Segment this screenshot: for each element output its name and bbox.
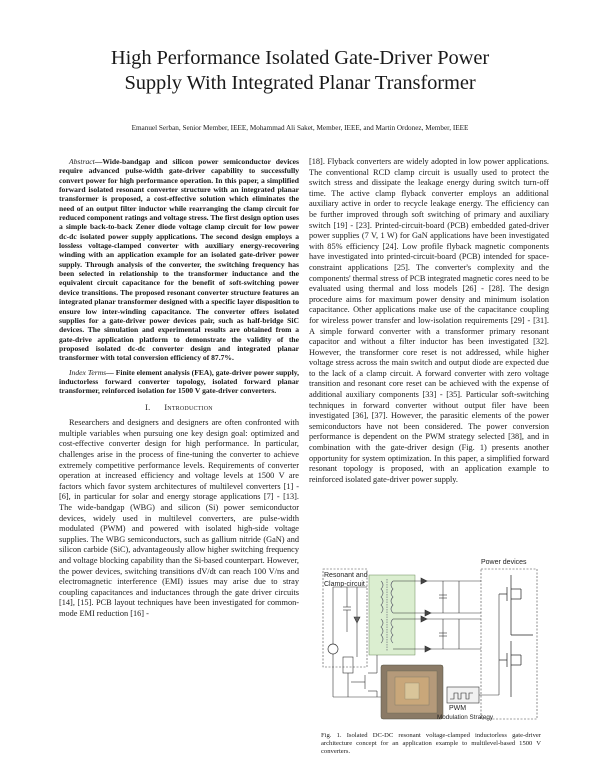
title-line-1: High Performance Isolated Gate-Driver Power — [110, 47, 490, 69]
index-terms — [59, 368, 299, 396]
label-modulation-strategy: Modulation Strategy — [437, 714, 494, 721]
dc-source-icon — [328, 644, 338, 654]
power-devices-block — [481, 569, 537, 719]
abstract — [59, 157, 299, 363]
section-title: Introduction — [164, 402, 213, 412]
figure-1 — [321, 557, 539, 729]
index-terms-head: Index Terms — [69, 367, 107, 377]
label-resonant: Resonant and — [324, 572, 368, 579]
left-column — [59, 157, 299, 619]
section-heading-introduction — [59, 403, 299, 414]
primary-switch — [351, 655, 377, 697]
section-number: I. — [145, 402, 151, 412]
title-line-2: Supply With Integrated Planar Transformer — [124, 72, 476, 94]
intro-paragraph-right: [18]. Flyback converters are widely adopted in low power applications. The conventional RCD clamp circuit is usually used to protect the switch stress and dissipate the leakage energy during switch turn-off time. The active clamp flyback converter employs an additional auxiliary active in order to recycle leakage energy. The efficiency can be further improved through soft switching of primary and auxiliary switch [19] - [23]. Printed-circuit-board (PCB) embedded gated-driver power supplies (7 V, 1 W) for GaN applications have been investigated with 85% efficiency [24]. Low profile flyback magnetic components have investigated into printed-circuit-board (PCB) intended for space-constraint applications [25]. The converter's complexity and the components' thermal stress of PCB integrated magnetic cores need to be evaluated using thermal and loss models [26] - [28]. The design procedure aims for maximum power density and minimum isolation capacitance. Other applications make use of the capacitance coupling for wireless power transfer and low-isolation requirements [29] - [31]. A simple forward converter with a transformer primary resonant capacitor and without a filter inductor has been investigated [32]. However, the transformer core reset is not addressed, while higher voltage stress across the main switch and output diode are expected due to the lack of a clamp circuit. A forward converter with zero voltage transition and resonant core reset can be achieved with the expense of additional auxiliary components [33] - [35]. Particular soft-switching techniques in forward converter without output filer have been investigated [36], [37]. However, the parasitic elements of the power semiconductors have not been considered. The power conversion performance is dependent on the PWM strategy selected [38], and in combination with the gate-driver design (Fig. 1) presents another opportunity for system optimization. In this paper, a simplified forward resonant topology is proposed, with an application example to reinforced isolated gate-driver power supply. — [309, 157, 549, 484]
intro-paragraph-left: Researchers and designers and designers are often confronted with multiple variables when pursuing one key design goal: optimized and cost-effective converter design for high performance. In particular, challenges arise in the process of fine-tuning the converter to achieve extremely competitive performance levels. Requirements of converter operation at increased efficiency and voltage levels at 1500 V are factors which favor system architectures of multilevel converters [1] - [6], in particular for solar and energy storage applications [7] - [13]. The wide-bandgap (WBG) and silicon (Si) power semiconductor devices, widely used in multilevel converters, are pulse-width modulated (PWM) and powered with isolated high-side voltage supplies. The WBG semiconductors, such as gallium nitride (GaN) and silicon carbide (SiC), advantageously allow higher switching frequency and voltage blocking capability than the Si-based counterpart. However, the power devices, switching transitions dV/dt can reach 100 V/ns and electromagnetic interference (EMI) issues may arise due to stray coupling capacitances and inductances through the gate driver circuits [14], [15]. PCB layout techniques have been investigated for common-mode EMI reduction [16] - — [59, 418, 299, 618]
abstract-text: —Wide-bandgap and silicon power semiconductor devices require advanced pulse-width gate-driver capability to successfully convert power for high performance operation. In this paper, a simplified forward isolated resonant converter structure with an integrated planar transformer is proposed, a cost-effective solution which eliminates the need of an output filter inductor while rearranging the clamp circuit for reduced component ratings and voltage stress. The first design option uses a simple back-to-back Zener diode voltage clamp circuit for low power dc-dc isolated power supply applications. The second design employs a lossless voltage-clamped converter with auxiliary energy-recovering winding with an application example for an isolated gate-driver power supply. Through analysis of the converter, the switching frequency has been selected in relationship to the transformer inductance and the equivalent circuit capacitance for the benefit of soft-switching power device transitions. The proposed resonant converter structure features an integrated planar transformer designed with a specific layer disposition to ensure low inter-winding capacitance. The converter offers isolated supplies for a gate-driver power devices pair, such as half-bridge SiC devices. The simulation and experimental results are obtained from a gate-drive application platform to demonstrate the validity of the proposed isolated dc-dc converter design and integrated planar transformer with total conversion efficiency of 87.7%. — [59, 157, 299, 363]
pwm-block — [447, 687, 479, 703]
label-pwm: PWM — [449, 705, 467, 712]
mosfet-icons — [499, 575, 533, 697]
abstract-head: Abstract — [69, 157, 95, 166]
author-list: Emanuel Serban, Senior Member, IEEE, Mohammad Ali Saket, Member, IEEE, and Martin Ordonez, Member, IEEE — [131, 124, 469, 132]
right-column — [309, 157, 549, 485]
figure-1-caption: Fig. 1. Isolated DC-DC resonant voltage-clamped inductorless gate-driver architecture concept for an application example to multilevel-based 1500 V converters. — [321, 732, 541, 755]
pcb-area — [369, 575, 415, 655]
index-terms-text: — Finite element analysis (FEA), gate-driver power supply, inductorless forward converter topology, isolated forward planar transformer, reinforced isolation for 1500 V gate-driver converters. — [59, 367, 299, 396]
label-clamp-circuit: Clamp-circuit — [324, 581, 365, 588]
label-power-devices: Power devices — [481, 559, 527, 566]
paper-title — [40, 46, 560, 96]
